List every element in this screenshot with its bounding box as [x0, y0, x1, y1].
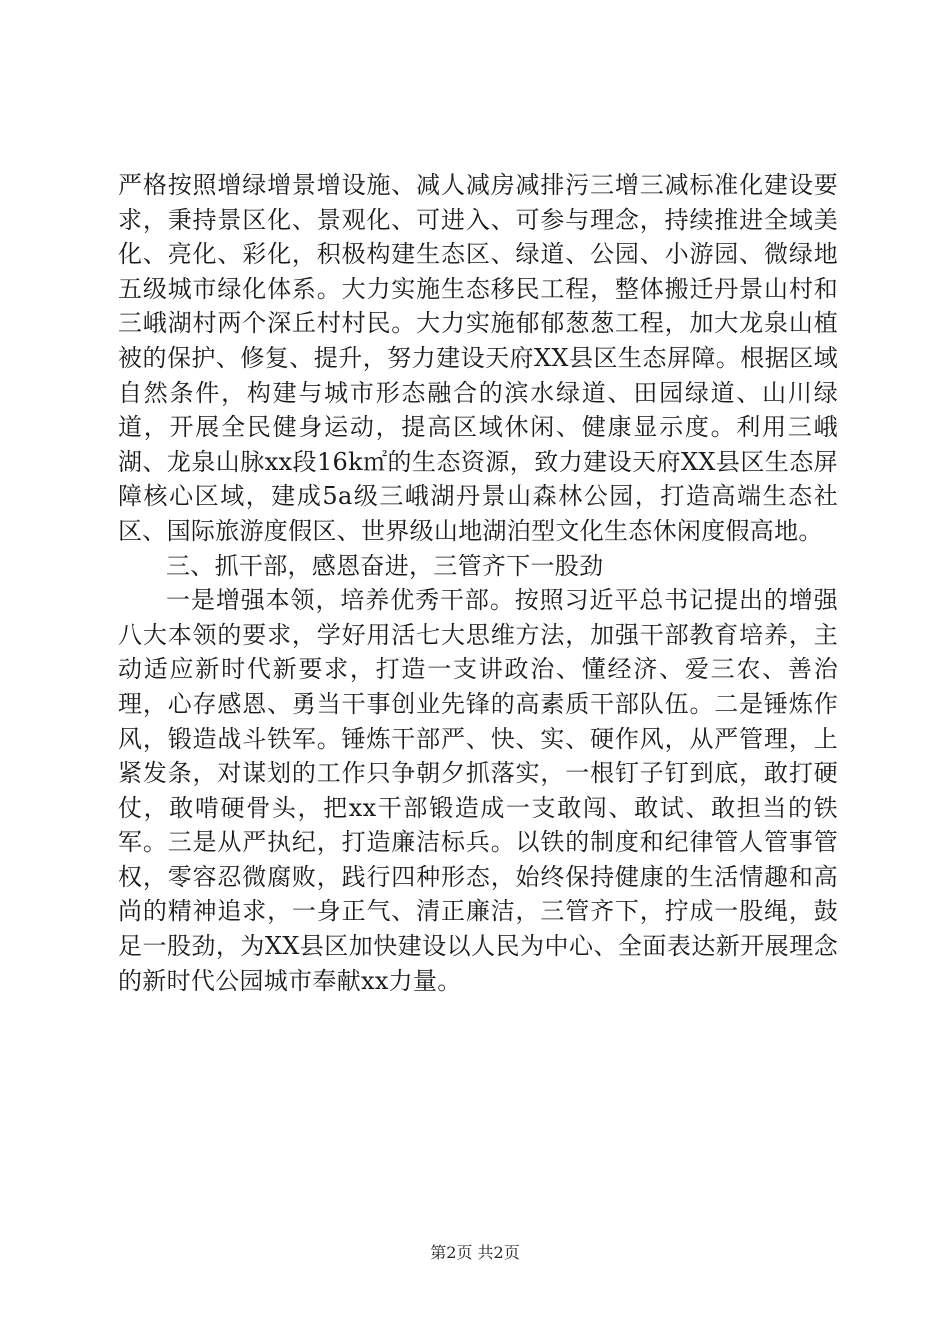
document-body: [118, 168, 838, 998]
paragraph-cadres: 一是增强本领，培养优秀干部。按照习近平总书记提出的增强八大本领的要求，学好用活七大思维方法，加强干部教育培养，主动适应新时代新要求，打造一支讲政治、懂经济、爱三农、善治理，心存感恩、勇当干事创业先锋的高素质干部队伍。二是锤炼作风，锻造战斗铁军。锤炼干部严、快、实、硬作风，从严管理，上紧发条，对谋划的工作只争朝夕抓落实，一根钉子钉到底，敢打硬仗，敢啃硬骨头，把xx干部锻造成一支敢闯、敢试、敢担当的铁军。三是从严执纪，打造廉洁标兵。以铁的制度和纪律管人管事管权，零容忍微腐败，践行四种形态，始终保持健康的生活情趣和高尚的精神追求，一身正气、清正廉洁，三管齐下，拧成一股绳，鼓足一股劲，为XX县区加快建设以人民为中心、全面表达新开展理念的新时代公园城市奉献xx力量。: [118, 586, 838, 995]
paragraph-greening: 严格按照增绿增景增设施、减人减房减排污三增三减标准化建设要求，秉持景区化、景观化、可进入、可参与理念，持续推进全域美化、亮化、彩化，积极构建生态区、绿道、公园、小游园、微绿地五级城市绿化体系。大力实施生态移民工程，整体搬迁丹景山村和三峨湖村两个深丘村村民。大力实施郁郁葱葱工程，加大龙泉山植被的保护、修复、提升，努力建设天府XX县区生态屏障。根据区域自然条件，构建与城市形态融合的滨水绿道、田园绿道、山川绿道，开展全民健身运动，提高区域休闲、健康显示度。利用三峨湖、龙泉山脉xx段16k㎡的生态资源，致力建设天府XX县区生态屏障核心区域，建成5a级三峨湖丹景山森林公园，打造高端生态社区、国际旅游度假区、世界级山地湖泊型文化生态休闲度假高地。: [118, 171, 838, 545]
section-heading-cadres: 三、抓干部，感恩奋进，三管齐下一股劲: [166, 551, 604, 580]
page-number-footer: 第2页 共2页: [430, 1243, 520, 1262]
